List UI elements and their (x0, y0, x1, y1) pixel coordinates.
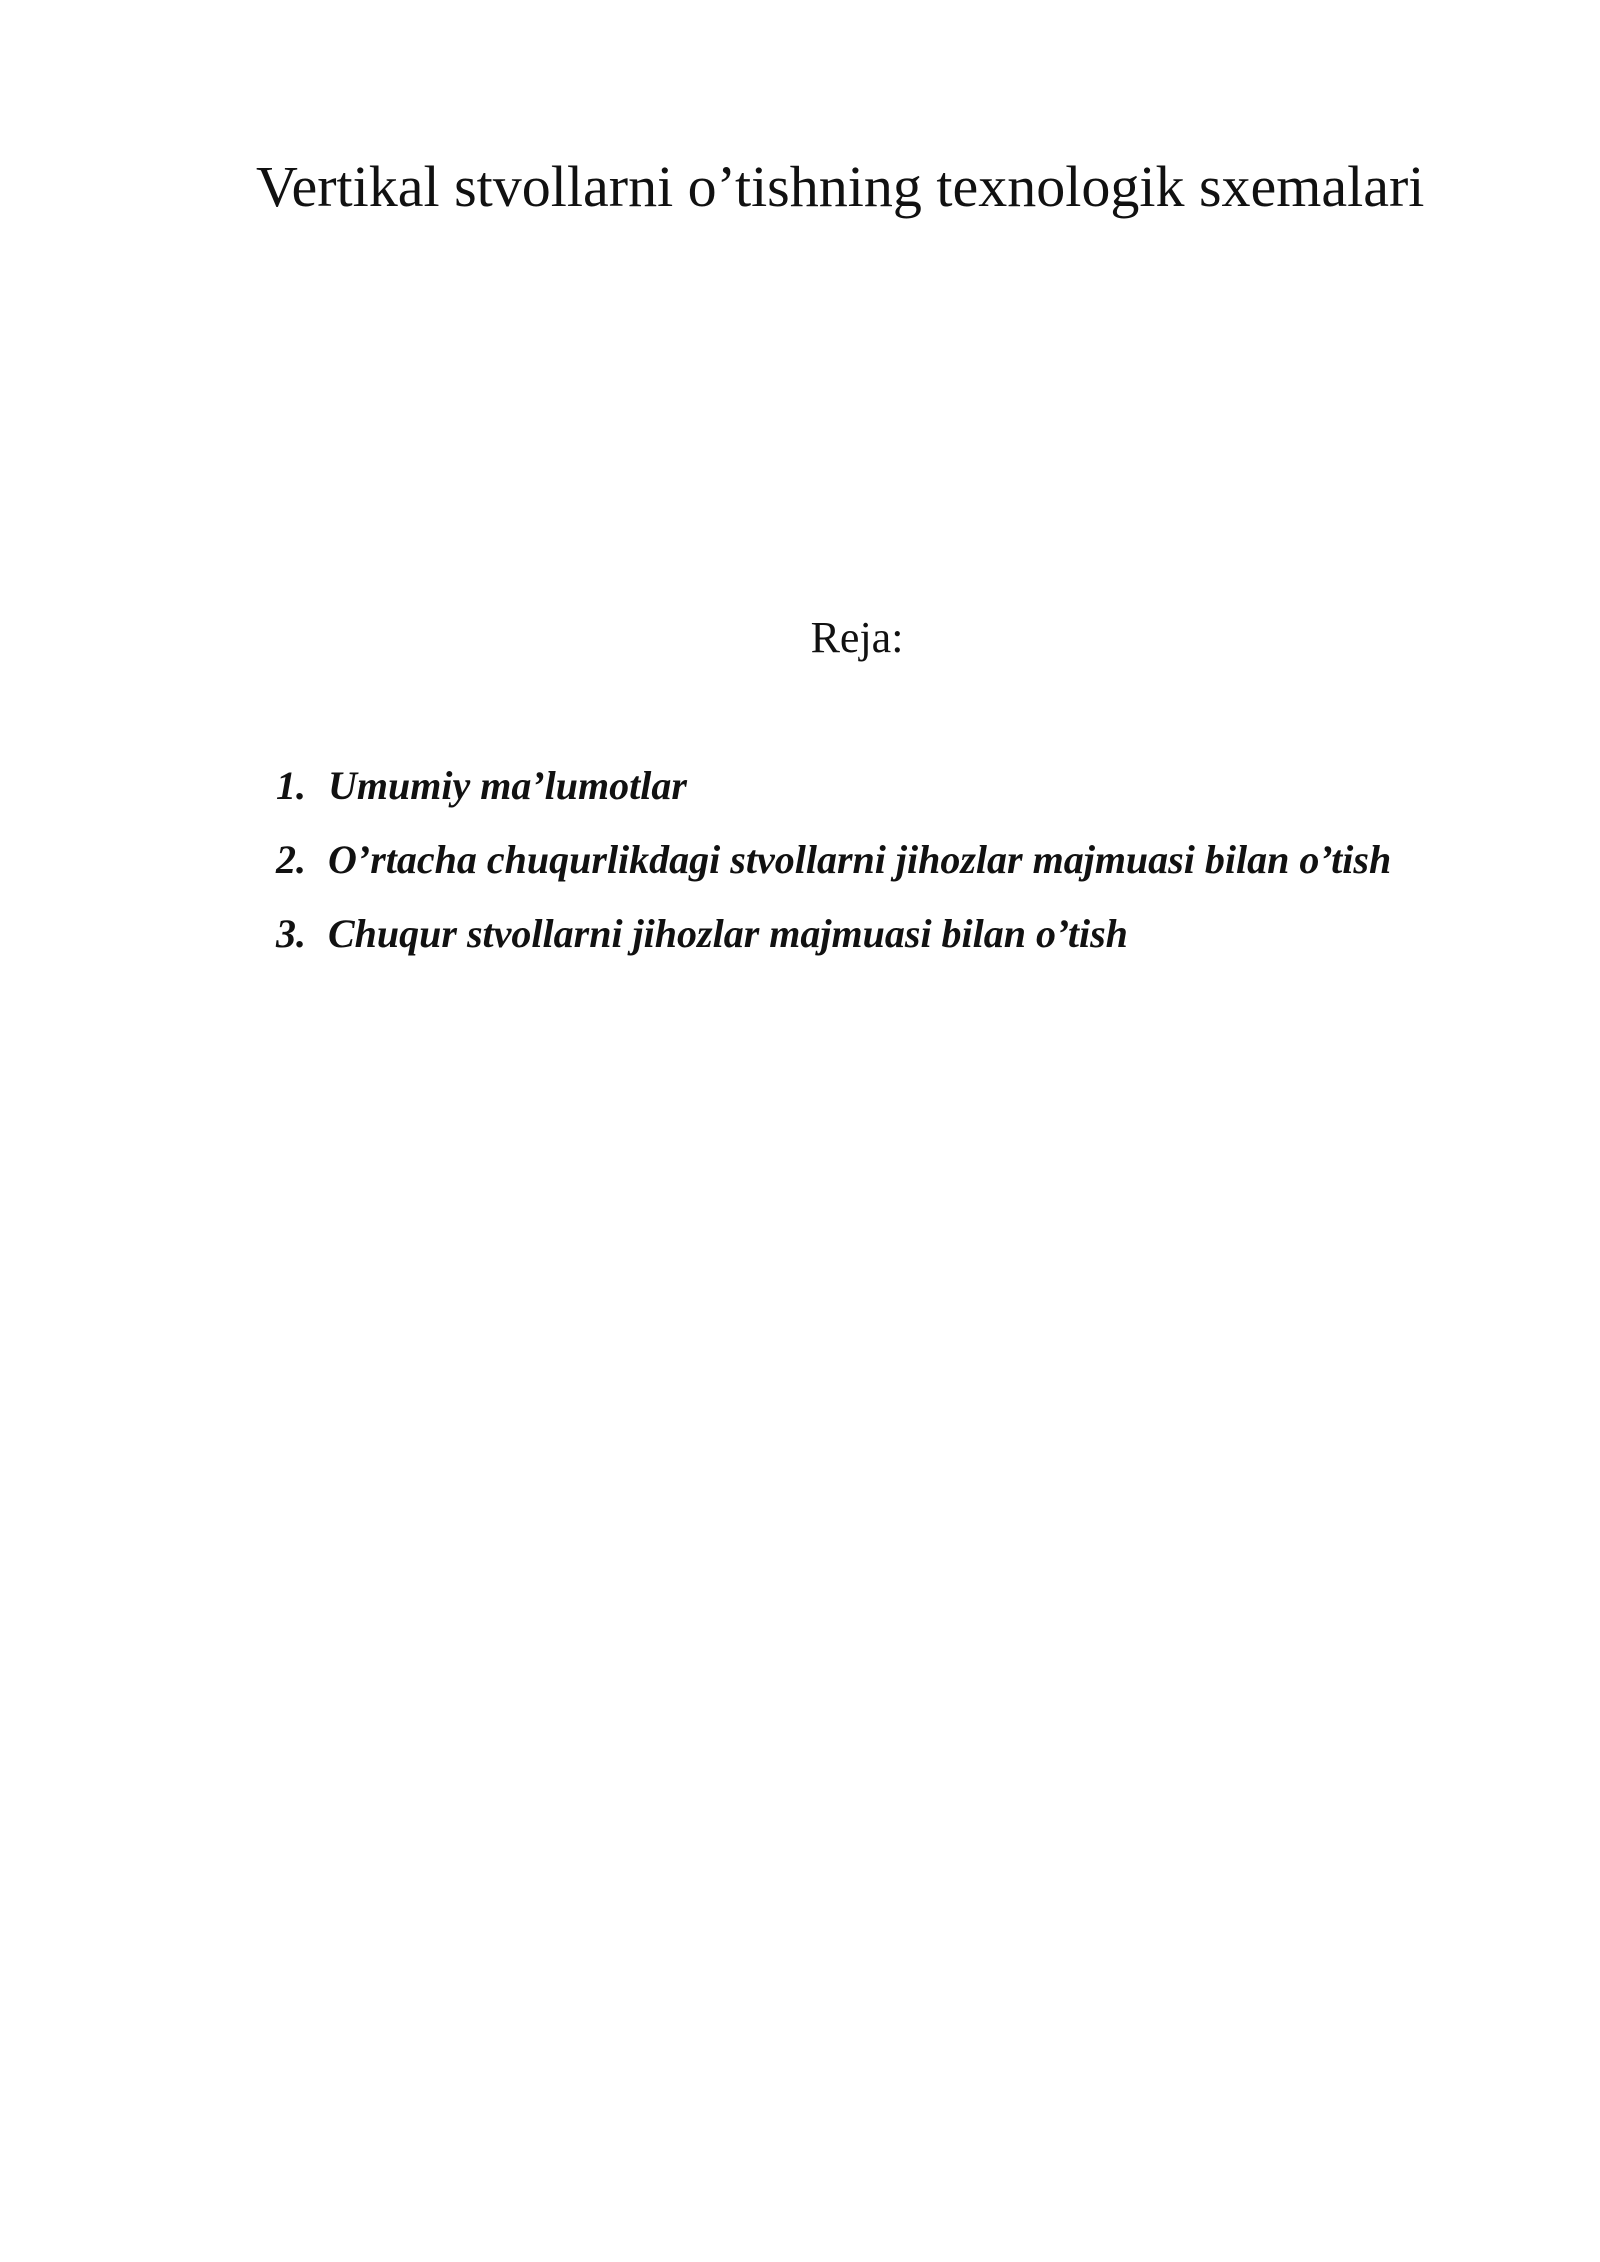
document-title: Vertikal stvollarni o’tishning texnologik sxemalari (256, 154, 1425, 219)
plan-item-number: 1. (276, 763, 306, 808)
plan-item-text: Chuqur stvollarni jihozlar majmuasi bilan o’tish (328, 911, 1128, 956)
plan-list (276, 760, 1391, 982)
plan-item-text: Umumiy ma’lumotlar (328, 763, 687, 808)
plan-item-text: O’rtacha chuqurlikdagi stvollarni jihozlar majmuasi bilan o’tish (328, 837, 1392, 882)
plan-item-number: 2. (276, 837, 306, 882)
plan-item-number: 3. (276, 911, 306, 956)
plan-heading: Reja: (810, 613, 904, 662)
plan-item (276, 834, 1391, 908)
plan-item (276, 760, 1391, 834)
plan-item (276, 908, 1391, 982)
